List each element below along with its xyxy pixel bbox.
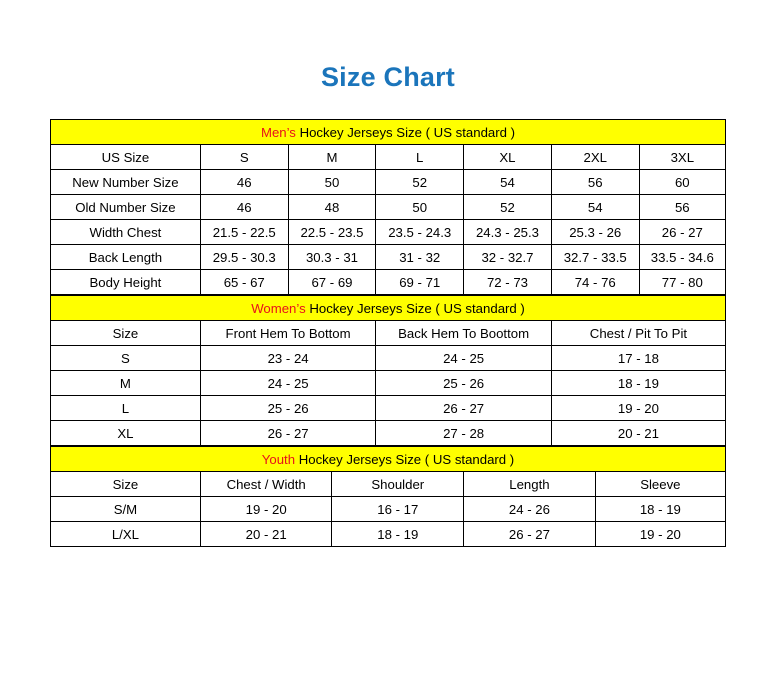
womens-row-label: L [51, 396, 201, 421]
womens-header-cell [51, 296, 726, 321]
table-row [51, 270, 726, 295]
youth-section-header [51, 447, 726, 472]
mens-cell: 52 [464, 195, 552, 220]
mens-cell: 48 [288, 195, 376, 220]
youth-column-header-row [51, 472, 726, 497]
youth-cell: 26 - 27 [464, 522, 596, 547]
youth-col-3: Length [464, 472, 596, 497]
mens-cell: 33.5 - 34.6 [639, 245, 725, 270]
table-row [51, 170, 726, 195]
mens-row-label: Old Number Size [51, 195, 201, 220]
youth-size-table [50, 446, 726, 547]
mens-col-6: 3XL [639, 145, 725, 170]
womens-cell: 25 - 26 [376, 371, 552, 396]
youth-header-cell [51, 447, 726, 472]
mens-cell: 25.3 - 26 [551, 220, 639, 245]
table-row [51, 245, 726, 270]
womens-cell: 24 - 25 [200, 371, 376, 396]
mens-cell: 22.5 - 23.5 [288, 220, 376, 245]
table-row [51, 396, 726, 421]
mens-col-3: L [376, 145, 464, 170]
mens-cell: 77 - 80 [639, 270, 725, 295]
mens-cell: 56 [551, 170, 639, 195]
womens-size-table [50, 295, 726, 446]
mens-row-label: New Number Size [51, 170, 201, 195]
youth-col-0: Size [51, 472, 201, 497]
mens-column-header-row [51, 145, 726, 170]
womens-cell: 17 - 18 [551, 346, 725, 371]
womens-cell: 27 - 28 [376, 421, 552, 446]
mens-cell: 31 - 32 [376, 245, 464, 270]
mens-cell: 72 - 73 [464, 270, 552, 295]
womens-row-label: M [51, 371, 201, 396]
mens-col-5: 2XL [551, 145, 639, 170]
mens-header-accent: Men’s [260, 124, 296, 140]
mens-cell: 56 [639, 195, 725, 220]
youth-header-accent: Youth [261, 451, 296, 467]
youth-col-1: Chest / Width [200, 472, 332, 497]
youth-row-label: L/XL [51, 522, 201, 547]
womens-cell: 18 - 19 [551, 371, 725, 396]
womens-cell: 23 - 24 [200, 346, 376, 371]
womens-column-header-row [51, 321, 726, 346]
mens-col-2: M [288, 145, 376, 170]
mens-row-label: Body Height [51, 270, 201, 295]
mens-cell: 29.5 - 30.3 [200, 245, 288, 270]
mens-cell: 74 - 76 [551, 270, 639, 295]
table-row [51, 371, 726, 396]
youth-col-2: Shoulder [332, 472, 464, 497]
page-title: Size Chart [320, 62, 456, 92]
youth-cell: 20 - 21 [200, 522, 332, 547]
mens-col-0: US Size [51, 145, 201, 170]
womens-col-2: Back Hem To Boottom [376, 321, 552, 346]
youth-row-label: S/M [51, 497, 201, 522]
mens-cell: 60 [639, 170, 725, 195]
size-chart-tables [50, 119, 726, 547]
table-row [51, 220, 726, 245]
womens-row-label: S [51, 346, 201, 371]
mens-section-header [51, 120, 726, 145]
mens-cell: 52 [376, 170, 464, 195]
mens-cell: 32.7 - 33.5 [551, 245, 639, 270]
table-row [51, 522, 726, 547]
mens-cell: 54 [464, 170, 552, 195]
table-row [51, 497, 726, 522]
mens-cell: 24.3 - 25.3 [464, 220, 552, 245]
mens-cell: 32 - 32.7 [464, 245, 552, 270]
womens-header-rest: Hockey Jerseys Size ( US standard ) [305, 300, 525, 316]
mens-size-table [50, 119, 726, 295]
mens-cell: 46 [200, 170, 288, 195]
table-row [51, 195, 726, 220]
mens-header-cell [51, 120, 726, 145]
womens-section-header [51, 296, 726, 321]
womens-row-label: XL [51, 421, 201, 446]
womens-col-1: Front Hem To Bottom [200, 321, 376, 346]
womens-cell: 20 - 21 [551, 421, 725, 446]
mens-col-1: S [200, 145, 288, 170]
youth-col-4: Sleeve [595, 472, 725, 497]
youth-cell: 19 - 20 [200, 497, 332, 522]
mens-cell: 50 [376, 195, 464, 220]
mens-row-label: Width Chest [51, 220, 201, 245]
mens-row-label: Back Length [51, 245, 201, 270]
mens-cell: 65 - 67 [200, 270, 288, 295]
mens-cell: 23.5 - 24.3 [376, 220, 464, 245]
mens-cell: 21.5 - 22.5 [200, 220, 288, 245]
youth-header-rest: Hockey Jerseys Size ( US standard ) [295, 451, 515, 467]
womens-cell: 19 - 20 [551, 396, 725, 421]
womens-cell: 26 - 27 [200, 421, 376, 446]
youth-cell: 24 - 26 [464, 497, 596, 522]
womens-cell: 24 - 25 [376, 346, 552, 371]
mens-col-4: XL [464, 145, 552, 170]
youth-cell: 19 - 20 [595, 522, 725, 547]
womens-cell: 25 - 26 [200, 396, 376, 421]
mens-header-rest: Hockey Jerseys Size ( US standard ) [295, 124, 516, 140]
mens-cell: 26 - 27 [639, 220, 725, 245]
table-row [51, 346, 726, 371]
womens-col-3: Chest / Pit To Pit [551, 321, 725, 346]
table-row [51, 421, 726, 446]
youth-cell: 18 - 19 [595, 497, 725, 522]
womens-header-accent: Women’s [251, 300, 306, 316]
mens-cell: 69 - 71 [376, 270, 464, 295]
mens-cell: 50 [288, 170, 376, 195]
mens-cell: 67 - 69 [288, 270, 376, 295]
youth-cell: 18 - 19 [332, 522, 464, 547]
mens-cell: 46 [200, 195, 288, 220]
womens-cell: 26 - 27 [376, 396, 552, 421]
mens-cell: 54 [551, 195, 639, 220]
mens-cell: 30.3 - 31 [288, 245, 376, 270]
womens-col-0: Size [51, 321, 201, 346]
youth-cell: 16 - 17 [332, 497, 464, 522]
